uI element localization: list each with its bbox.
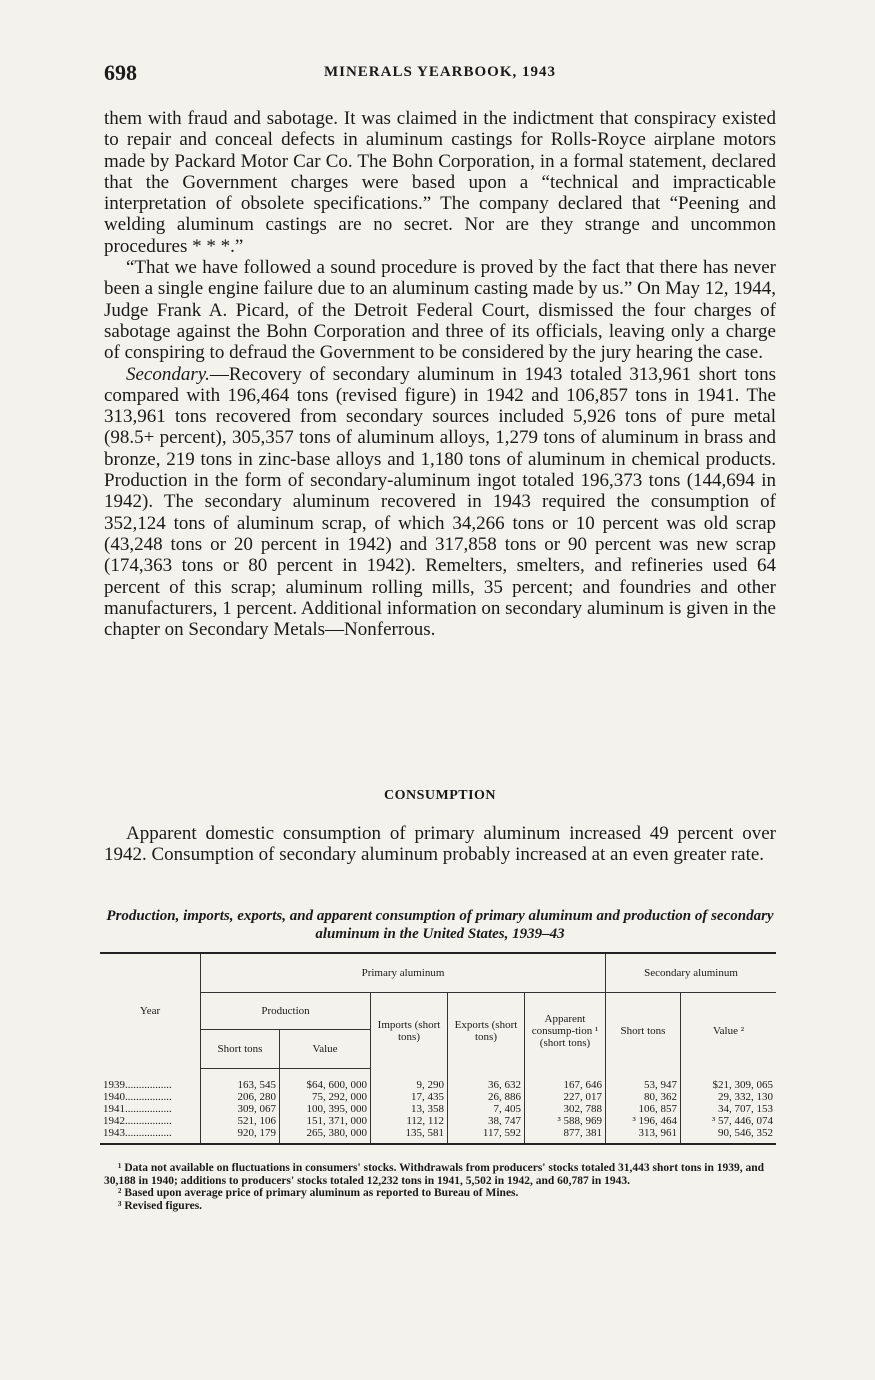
cell-value: 265, 380, 000 <box>280 1127 371 1144</box>
consumption-text <box>104 823 776 866</box>
page-header <box>104 60 776 88</box>
table-row <box>100 1103 776 1115</box>
col-secondary-value: Value ² <box>712 1024 745 1037</box>
cell-sec-value: $21, 309, 065 <box>712 1078 773 1091</box>
cell-sec-tons: 53, 947 <box>606 1069 681 1092</box>
footnotes <box>104 1162 776 1212</box>
paragraph-indictment: them with fraud and sabotage. It was claimed in the indictment that conspiracy existed to repair and conceal defects in aluminum castings for Rolls-Royce airplane motors made by Packard Motor Car Co. The Bohn Corporation, in a formal statement, declared that the Government charges were based upon a “technical and impracticable interpretation of obsolete specifications.” The company declared that “Peening and welding aluminum castings are no secret. Nor are they strange and uncommon procedures * * *.” <box>104 108 776 257</box>
paragraph-secondary <box>104 364 776 641</box>
cell-year: 1942................. <box>100 1115 201 1127</box>
cell-value: 151, 371, 000 <box>280 1115 371 1127</box>
cell-apparent: 167, 646 <box>525 1069 606 1092</box>
cell-exports: 117, 592 <box>448 1127 525 1144</box>
table-caption: Production, imports, exports, and apparent consumption of primary aluminum and production of secondary aluminum in the United States, 1939–43 <box>106 908 774 942</box>
cell-value: 100, 395, 000 <box>280 1103 371 1115</box>
cell-apparent: ³ 588, 969 <box>525 1115 606 1127</box>
cell-exports: 26, 886 <box>448 1091 525 1103</box>
cell-sec-value: ³ 57, 446, 074 <box>711 1115 773 1127</box>
cell-year: 1943................. <box>100 1127 201 1144</box>
col-apparent-consumption: Apparent consump-tion ¹ (short tons) <box>525 993 606 1069</box>
cell-apparent: 877, 381 <box>525 1127 606 1144</box>
cell-year: 1940................. <box>100 1091 201 1103</box>
cell-imports: 13, 358 <box>371 1103 448 1115</box>
table-row <box>100 1127 776 1144</box>
cell-sec-value: 29, 332, 130 <box>718 1091 773 1103</box>
cell-sec-tons: 106, 857 <box>606 1103 681 1115</box>
paragraph-consumption: Apparent domestic consumption of primary aluminum increased 49 percent over 1942. Consumption of secondary aluminum probably increased at an even greater rate. <box>104 823 776 866</box>
cell-value: 75, 292, 000 <box>280 1091 371 1103</box>
cell-year: 1939................. <box>100 1069 201 1092</box>
secondary-lead: Secondary. <box>126 363 210 385</box>
cell-year: 1941................. <box>100 1103 201 1115</box>
footnote-2: ² Based upon average price of primary aluminum as reported to Bureau of Mines. <box>118 1187 519 1199</box>
cell-exports: 7, 405 <box>448 1103 525 1115</box>
footnote-3: ³ Revised figures. <box>118 1199 203 1212</box>
paragraph-sound-procedure: “That we have followed a sound procedure is proved by the fact that there has never been a single engine failure due to an aluminum casting made by us.” On May 12, 1944, Judge Frank A. Picard, of the Detroit Federal Court, dismissed the four charges of sabotage against the Bohn Corporation and three of its officials, leaving only a charge of conspiring to defraud the Government to be considered by the jury hearing the case. <box>104 257 776 364</box>
body-text <box>104 108 776 640</box>
page-number: 698 <box>104 60 137 85</box>
col-year: Year <box>100 953 201 1069</box>
aluminum-statistics-table <box>100 952 776 1145</box>
cell-short-tons: 163, 545 <box>201 1069 280 1092</box>
col-exports: Exports (short tons) <box>448 993 525 1069</box>
group-primary-aluminum: Primary aluminum <box>201 953 606 993</box>
col-short-tons: Short tons <box>201 1030 280 1069</box>
cell-imports: 112, 112 <box>371 1115 448 1127</box>
col-secondary-short-tons: Short tons <box>606 993 681 1069</box>
cell-short-tons: 206, 280 <box>201 1091 280 1103</box>
table-row <box>100 1069 776 1092</box>
cell-short-tons: 309, 067 <box>201 1103 280 1115</box>
cell-value: $64, 600, 000 <box>280 1069 371 1092</box>
cell-apparent: 227, 017 <box>525 1091 606 1103</box>
cell-imports: 135, 581 <box>371 1127 448 1144</box>
cell-sec-tons: 313, 961 <box>606 1127 681 1144</box>
cell-sec-tons: ³ 196, 464 <box>606 1115 681 1127</box>
cell-imports: 9, 290 <box>371 1069 448 1092</box>
secondary-text: —Recovery of secondary aluminum in 1943 totaled 313,961 short tons compared with 196,464 tons (revised figure) in 1942 and 106,857 tons in 1941. The 313,961 tons recovered from secondary sources included 5,926 tons of pure metal (98.5+ percent), 305,357 tons of aluminum alloys, 1,279 tons of aluminum in brass and bronze, 219 tons in zinc-base alloys and 1,180 tons of aluminum in chemical products. Production in the form of secondary-aluminum ingot totaled 196,373 tons (144,694 in 1942). The secondary aluminum recovered in 1943 required the consumption of 352,124 tons of aluminum scrap, of which 34,266 tons or 10 percent was old scrap (43,248 tons or 20 percent in 1942) and 317,858 tons or 90 percent was new scrap (174,363 tons or 80 percent in 1942). Remelters, smelters, and refineries used 64 percent of this scrap; aluminum rolling mills, 35 percent; and foundries and other manufacturers, 1 percent. Additional information on secondary aluminum is given in the chapter on Secondary Metals—Nonferrous. <box>104 363 776 641</box>
cell-imports: 17, 435 <box>371 1091 448 1103</box>
cell-exports: 38, 747 <box>448 1115 525 1127</box>
cell-short-tons: 920, 179 <box>201 1127 280 1144</box>
cell-sec-tons: 80, 362 <box>606 1091 681 1103</box>
table-body <box>100 1069 776 1145</box>
table-row <box>100 1115 776 1127</box>
group-production: Production <box>201 993 371 1030</box>
cell-apparent: 302, 788 <box>525 1103 606 1115</box>
footnote-1: ¹ Data not available on fluctuations in consumers' stocks. Withdrawals from producers' stocks totaled 31,443 short tons in 1939, and 30,188 in 1940; additions to producers' stocks totaled 12,232 tons in 1941, 5,502 in 1942, and 60,787 in 1943. <box>104 1162 765 1187</box>
cell-sec-value: 34, 707, 153 <box>718 1103 773 1115</box>
col-value: Value <box>280 1030 371 1069</box>
cell-short-tons: 521, 106 <box>201 1115 280 1127</box>
group-secondary-aluminum: Secondary aluminum <box>606 953 777 993</box>
cell-exports: 36, 632 <box>448 1069 525 1092</box>
section-heading-consumption: CONSUMPTION <box>383 788 497 803</box>
col-imports: Imports (short tons) <box>371 993 448 1069</box>
running-head: MINERALS YEARBOOK, 1943 <box>323 64 557 80</box>
cell-sec-value: 90, 546, 352 <box>681 1127 777 1144</box>
table-row <box>100 1091 776 1103</box>
